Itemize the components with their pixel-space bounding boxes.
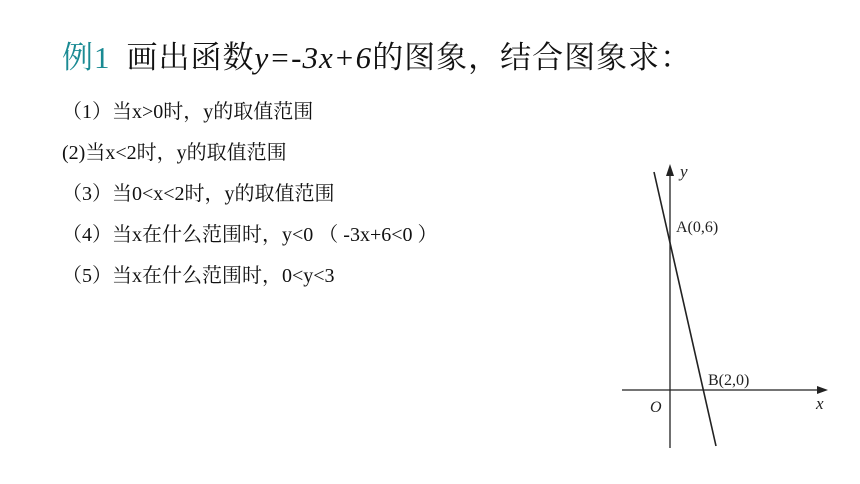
question-text: 当x>0时，y的取值范围 <box>112 101 314 123</box>
question-text: 当x在什么范围时，y<0 （ -3x+6<0 ） <box>112 224 438 246</box>
function-line <box>654 172 719 446</box>
title-prefix: 画出函数 <box>126 40 255 75</box>
origin-label: O <box>650 399 662 416</box>
y-axis-arrow-icon <box>666 164 674 176</box>
question-number: （3） <box>62 183 112 205</box>
title-suffix: 的图象，结合图象求： <box>372 40 693 75</box>
question-number: (2) <box>62 142 86 164</box>
question-text: 当x<2时，y的取值范围 <box>85 142 287 164</box>
title-formula: y=-3x+6 <box>254 40 373 75</box>
y-axis-label: y <box>680 162 688 181</box>
question-text: 当0<x<2时，y的取值范围 <box>112 183 335 205</box>
question-text: 当x在什么范围时，0<y<3 <box>112 265 335 287</box>
question-number: （5） <box>62 265 112 287</box>
x-axis-label: x <box>816 394 824 413</box>
point-a-label: A(0,6) <box>676 219 719 236</box>
question-number: （1） <box>62 101 112 123</box>
x-axis-arrow-icon <box>817 386 828 394</box>
point-b-label: B(2,0) <box>708 372 750 389</box>
example-label: 例1 <box>62 40 111 75</box>
question-number: （4） <box>62 224 112 246</box>
